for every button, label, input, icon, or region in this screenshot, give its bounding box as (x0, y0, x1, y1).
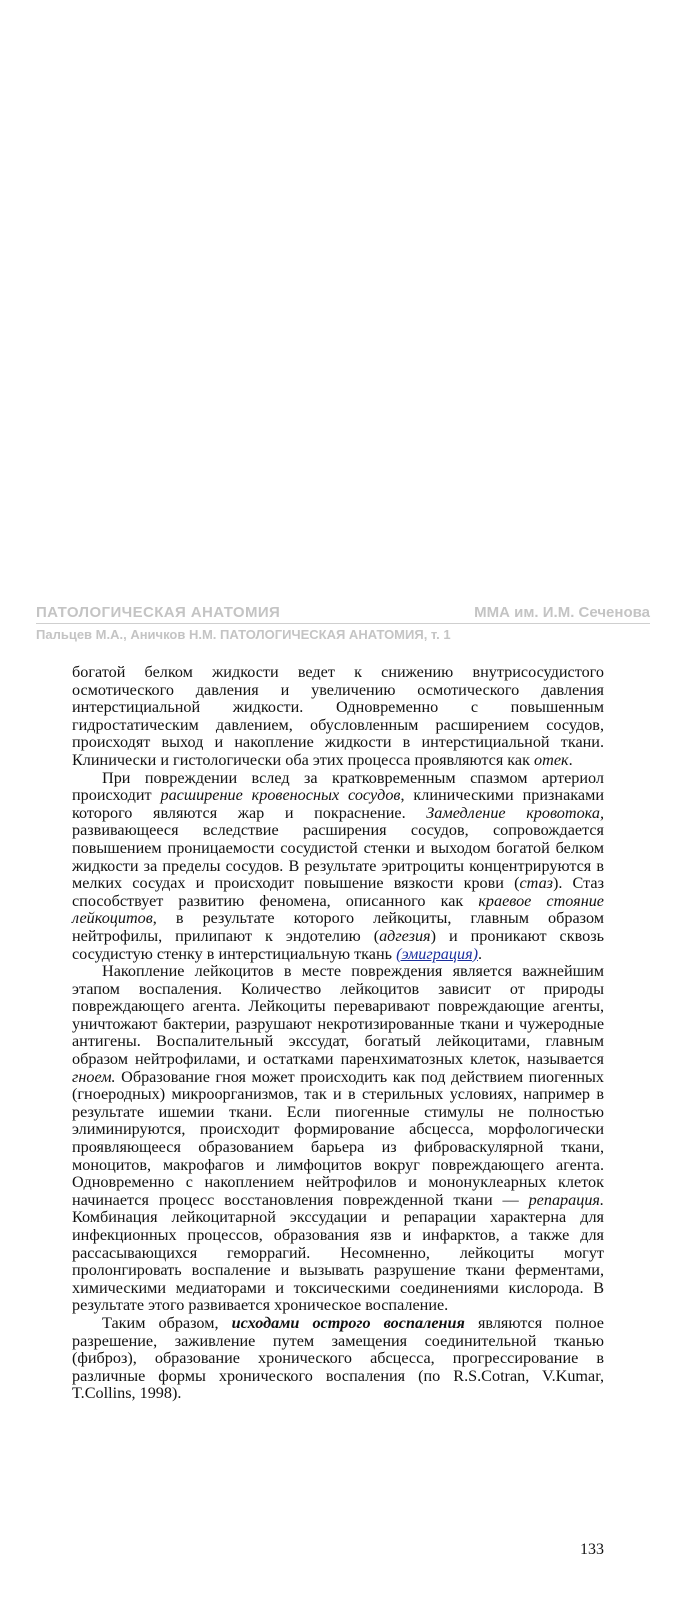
text-run: , в результате которого лейкоциты, главным образом нейтрофилы, прилипают к эндотелию ( (72, 909, 604, 945)
page-body (72, 664, 604, 1403)
term-slow-flow: Замедление кровотока, (426, 803, 604, 822)
text-run: Образование гноя может происходить как под действием пиогенных (гноеродных) микроорганизмов, так и в стерильных условиях, например в результате ишемии ткани. Если пиогенные стимулы не полностью элиминируются, происходит формирование абсцесса, морфологически проявляющееся образованием барьера из фиброваскулярной ткани, моноцитов, макрофагов и лимфоцитов вокруг повреждающего агента. Одновременно с накоплением нейтрофилов и мононуклеарных клеток начинается процесс восстановления поврежденной ткани — (72, 1067, 604, 1209)
text-run: , клиническими признаками которого являются жар и покраснение. (72, 786, 604, 822)
text-run: При повреждении вслед за кратковременным спазмом артериол происходит (72, 768, 604, 805)
term-outcomes: исходами острого воспаления (231, 1313, 465, 1332)
term-edema: отек (534, 750, 569, 769)
term-reparation: репарация. (528, 1190, 604, 1209)
authors-line: Пальцев М.А., Аничков Н.М. ПАТОЛОГИЧЕСКАЯ АНАТОМИЯ, т. 1 (36, 627, 451, 642)
text-run: являются полное разрешение, заживление путем замещения соединительной тканью (фиброз), образование хронического абсцесса, прогрессирование в различные формы хронического воспаления (по R.S.Cotran, V.Kumar, T.Collins, 1998). (72, 1313, 604, 1403)
emigration-link[interactable]: (эмиграция) (396, 944, 479, 963)
book-title: ПАТОЛОГИЧЕСКАЯ АНАТОМИЯ (36, 604, 281, 621)
text-run: Таким образом, (102, 1313, 232, 1332)
term-adhesion: адгезия (379, 926, 431, 945)
text-run: ). Стаз способствует развитию феномена, описанного как (72, 874, 604, 910)
text-run: . (568, 750, 573, 769)
text-run: богатой белком жидкости ведет к снижению внутрисосудистого осмотического давления и увеличению осмотического давления интерстициальной жидкости. Одновременно с повышенным гидростатическим давлением, обусловленным расширением сосудов, происходят выход и накопление жидкости в интерстициальной ткани. Клинически и гистологически оба этих процесса проявляются как (72, 663, 604, 769)
paragraph-2 (72, 770, 604, 964)
paragraph-1 (72, 664, 604, 770)
page-number: 133 (580, 1541, 604, 1558)
term-stasis: стаз (519, 874, 553, 893)
term-margination: краевое стояние лейкоцитов (72, 891, 604, 928)
institution-name: ММА им. И.М. Сеченова (474, 604, 650, 621)
text-run: Накопление лейкоцитов в месте повреждения является важнейшим этапом воспаления. Количество лейкоцитов зависит от природы повреждающего агента. Лейкоциты переваривают повреждающие агенты, уничтожают бактерии, разрушают некротизированные ткани и чужеродные антигены. Воспалительный экссудат, богатый лейкоцитами, главным образом нейтрофилами, и остатками паренхиматозных клеток, называется (72, 962, 604, 1069)
term-vasodilation: расширение кровеносных сосудов (160, 786, 401, 805)
text-run: развивающееся вследствие расширения сосудов, сопровождается повышением проницаемости сосудистой стенки и выходом богатой белком жидкости за пределы сосудов. В результате эритроциты концентрируются в мелких сосудах и происходит повышение вязкости крови ( (72, 821, 604, 893)
paragraph-4 (72, 1315, 604, 1403)
text-run: ) и проникают сквозь сосудистую стенку в интерстициальную ткань (72, 926, 604, 963)
running-header (36, 603, 650, 624)
paragraph-3 (72, 963, 604, 1315)
text-run: Комбинация лейкоцитарной экссудации и репарации характерна для инфекционных процессов, образования язв и инфарктов, а также для рассасывающихся геморрагий. Несомненно, лейкоциты могут пролонгировать воспаление и вызывать разрушение ткани ферментами, химическими медиаторами и токсическими соединениями кислорода. В результате этого развивается хроническое воспаление. (72, 1208, 604, 1315)
term-pus: гноем. (72, 1067, 116, 1086)
text-run: . (478, 944, 483, 963)
